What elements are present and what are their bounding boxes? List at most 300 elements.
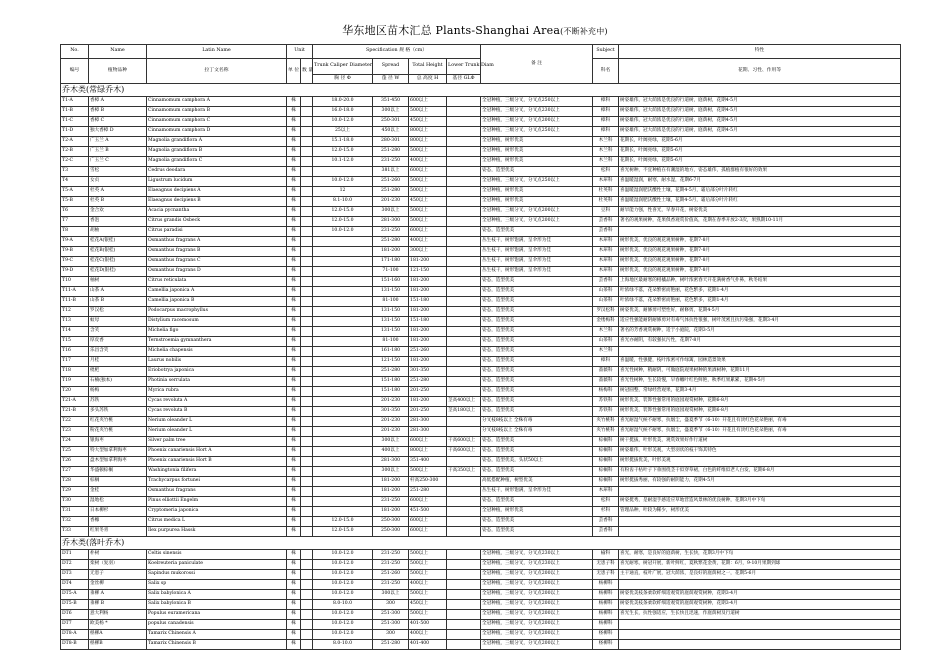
- cell-spread: 231-250: [373, 580, 409, 590]
- table-row: [61, 167, 901, 177]
- cell-subject: 棕榈科: [593, 457, 619, 467]
- cell-feature: 叶浓绿不落，花朵繁密而艳丽，花色繁多，花期1-4月: [619, 297, 901, 307]
- cell-unit: 株: [287, 247, 301, 257]
- cell-caliper: [313, 427, 373, 437]
- cell-caliper: 10.0-12.0: [313, 630, 373, 640]
- cell-spread: 250-301: [373, 117, 409, 127]
- cell-no: T22: [61, 417, 89, 427]
- cell-unit: 株: [287, 137, 301, 147]
- cell-caliper: 10.0-12.0: [313, 620, 373, 630]
- cell-feature: 著名的观果树种，花果俱香观赏价值高，花期在春季开放2-3次，果熟期10-11月: [619, 217, 901, 227]
- cell-subject: 樟科: [593, 357, 619, 367]
- cell-subject: 柽柳科: [593, 630, 619, 640]
- cell-latin: Michelia chapensis: [147, 347, 287, 357]
- cell-height: 600以上: [409, 437, 447, 447]
- cell-unit: 株: [287, 287, 301, 297]
- cell-latin: Elaeagnus decipiens A: [147, 187, 287, 197]
- table-row: [61, 590, 901, 600]
- cell-feature: 树形挺拔秀丽，有较强的耐阴能力，花期4-5月: [619, 477, 901, 487]
- cell-remark: 姿态，造型优美: [481, 527, 593, 537]
- cell-subject: 杨柳科: [593, 580, 619, 590]
- cell-unit: 株: [287, 387, 301, 397]
- cell-no: T11-B: [61, 297, 89, 307]
- cell-caliper: 10.0-12.0: [313, 580, 373, 590]
- cell-remark: 高低搭配种植，树型优美: [481, 477, 593, 487]
- cell-subject: 木犀科: [593, 247, 619, 257]
- cell-qty: [301, 640, 313, 650]
- cell-remark: 全冠种植，三级分叉，分叉点200以上: [481, 630, 593, 640]
- table-row: [61, 437, 901, 447]
- cell-unit: 株: [287, 217, 301, 227]
- cell-remark: 全冠种植，三级分叉，分叉点230以上: [481, 107, 593, 117]
- cell-spread: 300: [373, 630, 409, 640]
- cell-caliper: 10.0-12.0: [313, 590, 373, 600]
- cell-height: 500以上: [409, 207, 447, 217]
- cell-height: 450以上: [409, 600, 447, 610]
- table-header: [61, 45, 901, 84]
- cell-remark: 姿态，造型优美: [481, 327, 593, 337]
- cell-caliper: 12.0-15.0: [313, 147, 373, 157]
- table-row: [61, 487, 901, 497]
- table-row: [61, 477, 901, 487]
- cell-no: T10: [61, 277, 89, 287]
- cell-lower: [447, 477, 481, 487]
- cell-lower: [447, 497, 481, 507]
- cell-unit: 株: [287, 477, 301, 487]
- table-row: [61, 147, 901, 157]
- cell-qty: [301, 327, 313, 337]
- cell-spread: 131-150: [373, 327, 409, 337]
- cell-latin: Magnolia grandiflora C: [147, 157, 287, 167]
- cell-unit: 株: [287, 107, 301, 117]
- cell-unit: 株: [287, 640, 301, 650]
- cell-qty: [301, 227, 313, 237]
- cell-name: 含笑: [89, 327, 147, 337]
- cell-unit: 株: [287, 407, 301, 417]
- cell-feature: 树形优美，优良的观花观果树种，花期7-8月: [619, 237, 901, 247]
- cell-no: DT3: [61, 570, 89, 580]
- cell-remark: 全冠种植，三级分叉，分叉点230以上: [481, 560, 593, 570]
- cell-caliper: [313, 297, 373, 307]
- cell-qty: [301, 167, 313, 177]
- cell-feature: 喜温暖湿润肥沃酸性土壤，花期4-5月，霜后部分叶片转红: [619, 187, 901, 197]
- cell-spread: 300以上: [373, 107, 409, 117]
- cell-spread: 151-160: [373, 277, 409, 287]
- cell-lower: [447, 640, 481, 650]
- cell-latin: Osmanthus fragrans B: [147, 247, 287, 257]
- cell-latin: Myrica rubra: [147, 387, 287, 397]
- cell-subject: 杨梅科: [593, 387, 619, 397]
- cell-caliper: 16.0-18.0: [313, 107, 373, 117]
- cell-qty: [301, 517, 313, 527]
- cell-name: 粉花夹竹桃: [89, 427, 147, 437]
- cell-name: 柚树: [89, 277, 147, 287]
- cell-spread: 201-230: [373, 417, 409, 427]
- cell-spread: 181-200: [373, 487, 409, 497]
- header-caliper-cn: 胸 径 Φ: [313, 75, 373, 84]
- table-row: [61, 580, 901, 590]
- cell-caliper: 10.0-12.0: [313, 177, 373, 187]
- cell-no: DT7: [61, 620, 89, 630]
- cell-subject: 木犀科: [593, 487, 619, 497]
- header-name-en: Name: [89, 45, 147, 59]
- table-row: [61, 207, 901, 217]
- cell-qty: [301, 387, 313, 397]
- table-row: [61, 277, 901, 287]
- cell-subject: 杜英科: [593, 197, 619, 207]
- cell-remark: 姿态，造型优美: [481, 357, 593, 367]
- cell-name: 桂花B(银桂): [89, 247, 147, 257]
- cell-qty: [301, 507, 313, 517]
- cell-height: 181-200: [409, 277, 447, 287]
- cell-no: T2-B: [61, 147, 89, 157]
- cell-feature: [619, 347, 901, 357]
- cell-spread: 300: [373, 600, 409, 610]
- cell-height: 500以上: [409, 590, 447, 600]
- cell-spread: 201-230: [373, 397, 409, 407]
- cell-lower: 干高600以上: [447, 437, 481, 447]
- cell-caliper: 8.1-10.0: [313, 197, 373, 207]
- cell-name: 女贞: [89, 177, 147, 187]
- cell-no: T6: [61, 207, 89, 217]
- cell-spread: 251-260: [373, 177, 409, 187]
- cell-caliper: 10.0-12.0: [313, 550, 373, 560]
- cell-feature: 叶浓绿不落，花朵繁密而艳丽，花色繁多，花期1-4月: [619, 287, 901, 297]
- cell-lower: [447, 417, 481, 427]
- cell-latin: Phoenix canariensis Hort A: [147, 447, 287, 457]
- cell-lower: [447, 267, 481, 277]
- cell-lower: [447, 527, 481, 537]
- cell-lower: [447, 97, 481, 107]
- cell-height: 500以上: [409, 467, 447, 477]
- cell-lower: [447, 377, 481, 387]
- cell-qty: [301, 197, 313, 207]
- cell-height: 151-180: [409, 317, 447, 327]
- cell-latin: Cinnamomum camphora C: [147, 117, 287, 127]
- cell-spread: 131-150: [373, 287, 409, 297]
- table-row: [61, 610, 901, 620]
- table-row: [61, 527, 901, 537]
- header-height-en: Total Height: [409, 59, 447, 75]
- cell-unit: 株: [287, 117, 301, 127]
- cell-no: T1-C: [61, 117, 89, 127]
- cell-name: 红果冬青: [89, 527, 147, 537]
- cell-height: 181-200: [409, 327, 447, 337]
- table-row: [61, 287, 901, 297]
- cell-latin: Acacia pycnantha: [147, 207, 287, 217]
- cell-unit: 株: [287, 197, 301, 207]
- cell-subject: 杜英科: [593, 187, 619, 197]
- cell-unit: 株: [287, 277, 301, 287]
- cell-remark: 丛生枝干，树形饱满，呈伞形为佳: [481, 487, 593, 497]
- cell-latin: Salix babylonica A: [147, 590, 287, 600]
- cell-subject: 柽柳科: [593, 640, 619, 650]
- table-row: [61, 157, 901, 167]
- cell-caliper: [313, 437, 373, 447]
- cell-feature: 管理品种，叶较为稀少，树形优美: [619, 507, 901, 517]
- table-row: [61, 267, 901, 277]
- cell-height: 181-200: [409, 337, 447, 347]
- cell-qty: [301, 207, 313, 217]
- cell-qty: [301, 97, 313, 107]
- cell-remark: 分叉枝8枝以上 全株有毒: [481, 427, 593, 437]
- cell-spread: 400以上: [373, 447, 409, 457]
- cell-unit: 株: [287, 97, 301, 107]
- table-row: [61, 187, 901, 197]
- cell-no: T9-B: [61, 247, 89, 257]
- cell-remark: 姿态，造型优美: [481, 337, 593, 347]
- cell-latin: Ilex purpurea Hassk: [147, 527, 287, 537]
- cell-spread: 450以上: [373, 127, 409, 137]
- cell-qty: [301, 127, 313, 137]
- cell-spread: 131-150: [373, 307, 409, 317]
- cell-no: T9-C: [61, 257, 89, 267]
- cell-feature: 喜光树种，不宜种植在有潮湿的地方，姿态雄伟，孤植群植有很好的效果: [619, 167, 901, 177]
- cell-spread: 231-250: [373, 227, 409, 237]
- table-row: [61, 600, 901, 610]
- cell-subject: 棕榈科: [593, 467, 619, 477]
- cell-qty: [301, 217, 313, 227]
- cell-name: 广玉兰 B: [89, 147, 147, 157]
- cell-no: DT6: [61, 610, 89, 620]
- cell-feature: [619, 487, 901, 497]
- cell-subject: 无患子科: [593, 560, 619, 570]
- cell-subject: 杨柳科: [593, 600, 619, 610]
- cell-unit: 株: [287, 327, 301, 337]
- cell-subject: 木兰科: [593, 347, 619, 357]
- cell-height: 181-200: [409, 397, 447, 407]
- table-row: [61, 197, 901, 207]
- cell-spread: 300以上: [373, 437, 409, 447]
- cell-no: T2-A: [61, 137, 89, 147]
- table-row: [61, 507, 901, 517]
- cell-latin: Photinia serrulata: [147, 377, 287, 387]
- cell-no: T23: [61, 427, 89, 437]
- table-row: [61, 357, 901, 367]
- cell-subject: 木兰科: [593, 327, 619, 337]
- cell-spread: 231-250: [373, 560, 409, 570]
- cell-height: 450以上: [409, 197, 447, 207]
- cell-remark: 全冠种植，三级分叉，分叉点200以上: [481, 640, 593, 650]
- cell-qty: [301, 437, 313, 447]
- cell-remark: 姿态，造型优美: [481, 497, 593, 507]
- cell-height: 450以上: [409, 117, 447, 127]
- cell-unit: 株: [287, 367, 301, 377]
- cell-qty: [301, 477, 313, 487]
- cell-subject: 山茶科: [593, 287, 619, 297]
- cell-name: 广玉兰 A: [89, 137, 147, 147]
- cell-latin: Cedrus deodara: [147, 167, 287, 177]
- cell-unit: 株: [287, 560, 301, 570]
- nursery-table-sheet: [60, 44, 900, 650]
- cell-caliper: 12.0-15.0: [313, 517, 373, 527]
- cell-unit: 株: [287, 457, 301, 467]
- cell-height: 400以上: [409, 237, 447, 247]
- cell-remark: 全冠种植，三级分叉，分叉点230以上: [481, 550, 593, 560]
- cell-remark: 全冠种植，三级分叉，分叉点250以上: [481, 97, 593, 107]
- cell-qty: [301, 157, 313, 167]
- cell-no: DT4: [61, 580, 89, 590]
- cell-lower: [447, 357, 481, 367]
- cell-qty: [301, 407, 313, 417]
- cell-no: T33: [61, 527, 89, 537]
- cell-height: 121-150: [409, 267, 447, 277]
- cell-no: T21-A: [61, 397, 89, 407]
- cell-spread: 300以上: [373, 590, 409, 600]
- cell-remark: 丛生枝干，树形饱满，呈伞形为佳: [481, 267, 593, 277]
- cell-qty: [301, 630, 313, 640]
- cell-latin: populus canadensis: [147, 620, 287, 630]
- cell-feature: [619, 227, 901, 237]
- cell-latin: Celtis sinensis: [147, 550, 287, 560]
- header-name-cn: 植物品种: [89, 59, 147, 84]
- cell-latin: Michelia figo: [147, 327, 287, 337]
- cell-remark: 姿态，造型优美: [481, 287, 593, 297]
- cell-feature: 花期长，叶阔亮绿，花期5-6月: [619, 147, 901, 157]
- header-unit-cn: 单 位: [287, 59, 301, 84]
- header-subject-en: Subject: [593, 45, 619, 59]
- cell-height: 401-500: [409, 620, 447, 630]
- cell-lower: [447, 337, 481, 347]
- cell-feature: 喜光，耐寒，是良好的庭荫树，生长快，花期3月中下旬: [619, 550, 901, 560]
- cell-name: 垂柳 B: [89, 600, 147, 610]
- cell-name: 杜英 A: [89, 187, 147, 197]
- cell-no: T12: [61, 307, 89, 317]
- cell-name: 金合欢: [89, 207, 147, 217]
- cell-height: 400以上: [409, 630, 447, 640]
- cell-latin: Phoenix canariensis Hort B: [147, 457, 287, 467]
- cell-remark: 全冠种植，三级分叉，分叉点250以上: [481, 127, 593, 137]
- cell-spread: 251-280: [373, 187, 409, 197]
- table-row: [61, 337, 901, 347]
- header-feature-sub: 花期、习性、作用等: [619, 59, 901, 84]
- cell-spread: 81-100: [373, 297, 409, 307]
- cell-feature: 喜温暖湿润肥沃酸性土壤，花期4-5月，霜后部分叶片转红: [619, 197, 901, 207]
- cell-lower: [447, 600, 481, 610]
- cell-name: 山茶 B: [89, 297, 147, 307]
- cell-height: 251-280: [409, 377, 447, 387]
- cell-subject: 金缕梅科: [593, 317, 619, 327]
- cell-lower: [447, 580, 481, 590]
- cell-no: T17: [61, 357, 89, 367]
- cell-no: T2-C: [61, 157, 89, 167]
- cell-qty: [301, 570, 313, 580]
- header-no-cn: 编号: [61, 59, 89, 84]
- cell-name: 罗汉松: [89, 307, 147, 317]
- cell-caliper: [313, 347, 373, 357]
- cell-no: T1-B: [61, 107, 89, 117]
- cell-qty: [301, 457, 313, 467]
- header-unit-en: Unit: [287, 45, 313, 59]
- cell-height: 401-400: [409, 640, 447, 650]
- cell-spread: 251-300: [373, 610, 409, 620]
- cell-lower: [447, 517, 481, 527]
- table-row: [61, 367, 901, 377]
- cell-spread: 231-250: [373, 157, 409, 167]
- cell-remark: 姿态，造型优美: [481, 297, 593, 307]
- cell-latin: Ternstroemia gymnanthera: [147, 337, 287, 347]
- cell-spread: 171-180: [373, 257, 409, 267]
- cell-unit: 株: [287, 317, 301, 327]
- cell-height: 800以上: [409, 127, 447, 137]
- header-caliper-en: Trunk Caliper Diameter: [313, 59, 373, 75]
- cell-qty: [301, 237, 313, 247]
- cell-lower: [447, 157, 481, 167]
- cell-spread: 351-450: [373, 97, 409, 107]
- cell-height: 201-250: [409, 407, 447, 417]
- cell-lower: [447, 237, 481, 247]
- cell-caliper: [313, 507, 373, 517]
- cell-latin: Koelreuteria paniculate: [147, 560, 287, 570]
- cell-lower: [447, 487, 481, 497]
- cell-height: 600以上: [409, 97, 447, 107]
- cell-no: T14: [61, 327, 89, 337]
- cell-height: 500以上: [409, 187, 447, 197]
- cell-caliper: 18.0-20.0: [313, 97, 373, 107]
- cell-unit: 株: [287, 347, 301, 357]
- cell-latin: Distylium racemosum: [147, 317, 287, 327]
- cell-caliper: [313, 257, 373, 267]
- table-body: [61, 84, 901, 650]
- cell-height: 500以上: [409, 177, 447, 187]
- cell-latin: Ligustrum lucidum: [147, 177, 287, 187]
- cell-unit: 株: [287, 487, 301, 497]
- table-row: [61, 640, 901, 650]
- cell-no: T27: [61, 467, 89, 477]
- cell-qty: [301, 297, 313, 307]
- cell-subject: 山茶科: [593, 337, 619, 347]
- cell-feature: 树形优美，优良的观花观果树种，花期7-8月: [619, 257, 901, 267]
- table-row: [61, 417, 901, 427]
- cell-remark: 姿态，造型优美: [481, 317, 593, 327]
- cell-name: 无患子: [89, 570, 147, 580]
- cell-remark: 全冠种植，三级分叉，分叉点200以上: [481, 117, 593, 127]
- header-lower-en: Lower Trunk Diam: [447, 59, 481, 75]
- cell-name: 华盛顿棕榈: [89, 467, 147, 477]
- cell-height: 281-300: [409, 417, 447, 427]
- cell-lower: 干高600以上: [447, 447, 481, 457]
- table-row: [61, 327, 901, 337]
- table-row: [61, 107, 901, 117]
- cell-caliper: [313, 457, 373, 467]
- cell-subject: 松科: [593, 497, 619, 507]
- cell-qty: [301, 560, 313, 570]
- cell-no: T32: [61, 517, 89, 527]
- cell-name: 香樟 C: [89, 117, 147, 127]
- cell-latin: Osmanthus fragrans: [147, 487, 287, 497]
- cell-unit: 株: [287, 437, 301, 447]
- cell-feature: 适应性强能耐阴耐修剪对有毒气体抗性很强，树叶茂密且抗污染强，花期3-4月: [619, 317, 901, 327]
- cell-spread: 251-280: [373, 367, 409, 377]
- cell-latin: Cinnamomum camphora D: [147, 127, 287, 137]
- cell-no: T8: [61, 227, 89, 237]
- cell-qty: [301, 287, 313, 297]
- cell-lower: [447, 427, 481, 437]
- cell-unit: 株: [287, 517, 301, 527]
- cell-spread: 281-300: [373, 457, 409, 467]
- cell-remark: 全冠种植，三级分叉，分叉点250以上: [481, 177, 593, 187]
- table-row: [61, 117, 901, 127]
- cell-spread: 231-250: [373, 550, 409, 560]
- cell-lower: [447, 630, 481, 640]
- cell-no: DT5-B: [61, 600, 89, 610]
- cell-latin: Laurus nobilis: [147, 357, 287, 367]
- cell-unit: 株: [287, 550, 301, 560]
- cell-name: 栾树（复羽）: [89, 560, 147, 570]
- cell-qty: [301, 377, 313, 387]
- table-row: [61, 377, 901, 387]
- cell-caliper: [313, 287, 373, 297]
